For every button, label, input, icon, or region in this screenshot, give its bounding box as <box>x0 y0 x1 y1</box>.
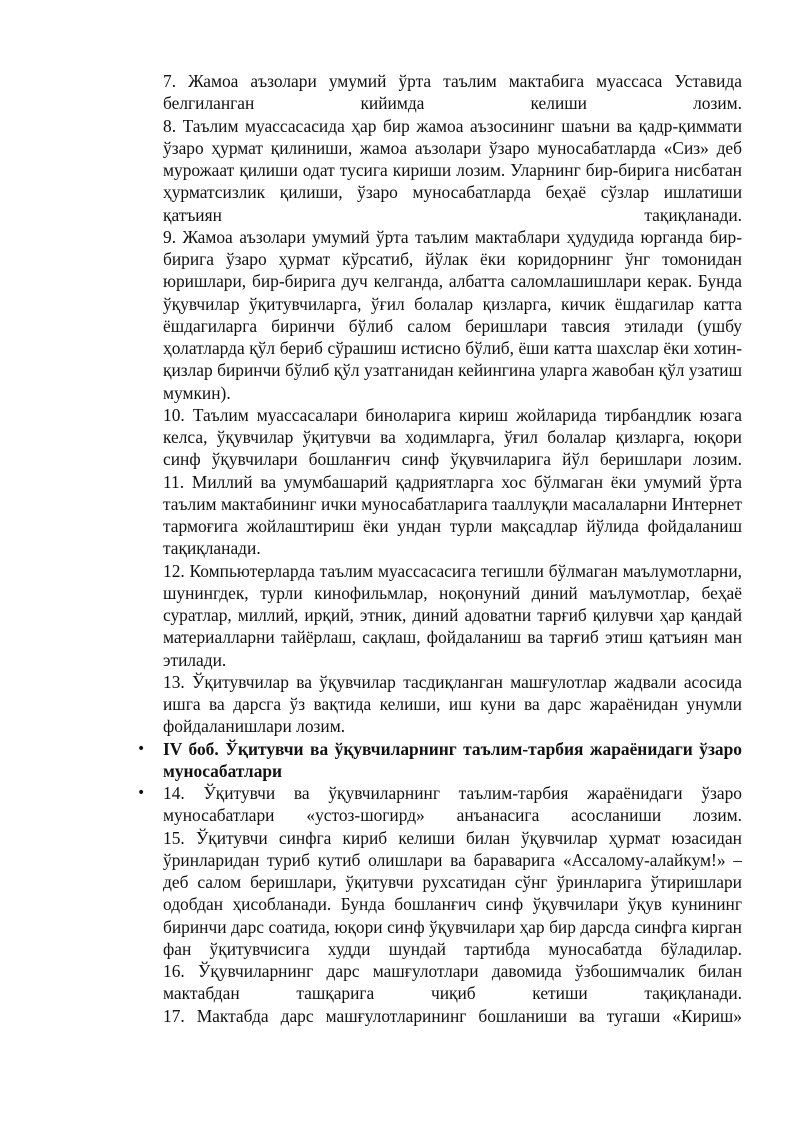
paragraph-13: 13. Ўқитувчилар ва ўқувчилар тасдиқланган машғулотлар жадвали асосида ишга ва дарсга ўз вақтида келиши, иш куни ва дарс жараёнидан унумли фойдаланишлари лозим. <box>163 671 742 737</box>
bullet-icon: • <box>137 740 146 757</box>
chapter-heading-item <box>137 738 742 783</box>
document-body <box>137 70 742 1027</box>
paragraph-16: 16. Ўқувчиларнинг дарс машғулотлари давомида ўзбошимчалик билан мактабдан ташқарига чиқиб кетиши тақиқланади. <box>163 961 742 1004</box>
paragraph-8: 8. Таълим муассасасида ҳар бир жамоа аъзосининг шаъни ва қадр-қиммати ўзаро ҳурмат қилиниши, жамоа аъзолари ўзаро муносабатларда «Сиз» деб мурожаат қилиши одат тусига кириши лозим. Уларнинг бир-бирига нисбатан ҳурматсизлик қилиши, ўзаро муносабатларда беҳаё сўзлар ишлатиши қатъиян тақиқланади. <box>163 115 742 225</box>
paragraph-7: 7. Жамоа аъзолари умумий ўрта таълим мактабига муассаса Уставида белгиланган кийимда келиши лозим. <box>163 71 742 114</box>
paragraph-12: 12. Компьютерларда таълим муассасасига тегишли бўлмаган маълумотларни, шунингдек, турли кинофильмлар, ноқонуний диний маълумотлар, беҳаё суратлар, миллий, ирқий, этник, диний адоватни тарғиб қилувчи ҳар қандай материалларни тайёрлаш, сақлаш, фойдаланиш ва тарғиб этиш қатъиян ман этилади. <box>163 560 742 670</box>
paragraph-15: 15. Ўқитувчи синфга кириб келиши билан ўқувчилар ҳурмат юзасидан ўринларидан туриб кутиб олишлари ва бараварига «Ассалому-алайкум!» – деб салом беришлари, ўқитувчи рухсатидан сўнг ўринларига ўтиришлари одобдан ҳисобланади. Бунда бошланғич синф ўқувчилари ўқув кунининг биринчи дарс соатида, юқори синф ўқувчилари ҳар бир дарсда синфга кирган фан ўқитувчисига худди шундай тартибда муносабатда бўладилар. <box>163 827 742 959</box>
paragraph-9: 9. Жамоа аъзолари умумий ўрта таълим мактаблари ҳудудида юрганда бир-бирига ўзаро ҳурмат кўрсатиб, йўлак ёки коридорнинг ўнг томонидан юришлари, бир-бирига дуч келганда, албатта саломлашишлари керак. Бунда ўқувчилар ўқитувчиларга, ўғил болалар қизларга, кичик ёшдагилар катта ёшдагиларга биринчи бўлиб салом беришлари тавсия этилади (ушбу ҳолатларда қўл бериб сўрашиш истисно бўлиб, ёши катта шахслар ёки хотин-қизлар биринчи бўлиб қўл узатганидан кейингина уларга жавобан қўл узатиш мумкин). <box>163 226 742 403</box>
paragraph-17: 17. Мактабда дарс машғулотларининг бошланиши ва тугаши «Кириш» <box>163 1005 742 1026</box>
paragraph-10: 10. Таълим муассасалари биноларига кириш жойларида тирбандлик юзага келса, ўқувчилар ўқитувчи ва ходимларга, ўғил болалар қизларга, юқори синф ўқувчилари бошланғич синф ўқувчиларига йўл беришлари лозим. <box>163 404 742 470</box>
bullet-icon: • <box>137 785 146 801</box>
chapter-heading: IV боб. Ўқитувчи ва ўқувчиларнинг таълим-тарбия жараёнидаги ўзаро муносабатлари <box>163 738 742 781</box>
chapter-content-item <box>137 782 742 1027</box>
paragraph-14: 14. Ўқитувчи ва ўқувчиларнинг таълим-тарбия жараёнидаги ўзаро муносабатлари «устоз-шогирд» анъанасига асосланиши лозим. <box>163 783 742 826</box>
paragraph-11: 11. Миллий ва умумбашарий қадриятларга хос бўлмаган ёки умумий ўрта таълим мактабининг ички муносабатларига тааллуқли масалаларни Интернет тармоғига жойлаштириш ёки ундан турли мақсадлар йўлида фойдаланиш тақиқланади. <box>163 471 742 559</box>
